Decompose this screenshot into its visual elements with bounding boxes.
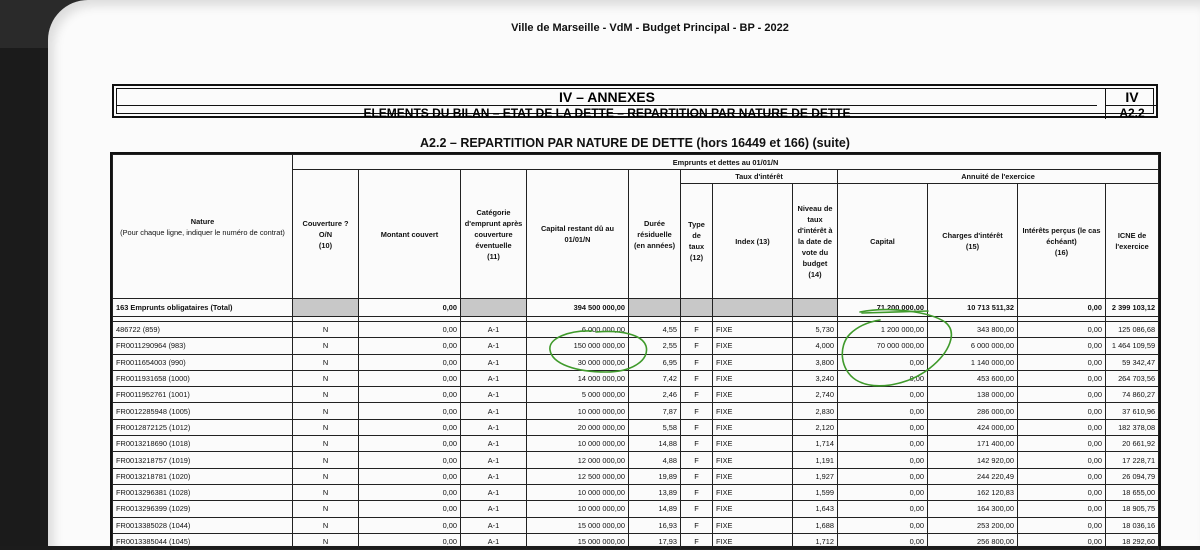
row-montant: 0,00 [359, 419, 461, 435]
row-capital-restant: 12 500 000,00 [527, 468, 629, 484]
section-title: A2.2 – REPARTITION PAR NATURE DE DETTE (hors 16449 et 166) (suite) [420, 136, 850, 150]
row-duree: 14,89 [629, 501, 681, 517]
row-type: F [681, 468, 713, 484]
row-icne: 26 094,79 [1106, 468, 1159, 484]
row-categorie: A-1 [461, 403, 527, 419]
row-categorie: A-1 [461, 354, 527, 370]
row-categorie: A-1 [461, 533, 527, 549]
col-header-duree: Durée résiduelle (en années) [629, 170, 681, 299]
row-icne: 125 086,68 [1106, 322, 1159, 338]
row-categorie: A-1 [461, 436, 527, 452]
row-niveau: 4,000 [793, 338, 838, 354]
row-duree: 19,89 [629, 468, 681, 484]
row-interets: 0,00 [1018, 322, 1106, 338]
row-type: F [681, 370, 713, 386]
page-header: Ville de Marseille - VdM - Budget Principal - BP - 2022 [511, 22, 789, 34]
row-interets: 0,00 [1018, 484, 1106, 500]
row-charges: 253 200,00 [928, 517, 1018, 533]
row-couverture: N [293, 387, 359, 403]
row-nature: FR0011952761 (1001) [113, 387, 293, 403]
row-index: FIXE [713, 501, 793, 517]
row-capital: 0,00 [838, 370, 928, 386]
col-header-capital-restant: Capital restant dû au 01/01/N [527, 170, 629, 299]
group-header-annuite: Annuité de l'exercice [838, 170, 1159, 184]
row-charges: 244 220,49 [928, 468, 1018, 484]
row-categorie: A-1 [461, 501, 527, 517]
col-header-charges: Charges d'intérêt (15) [928, 184, 1018, 299]
row-duree: 17,93 [629, 533, 681, 549]
row-couverture: N [293, 452, 359, 468]
row-charges: 424 000,00 [928, 419, 1018, 435]
row-couverture: N [293, 419, 359, 435]
row-interets: 0,00 [1018, 403, 1106, 419]
row-icne: 59 342,47 [1106, 354, 1159, 370]
row-icne: 1 464 109,59 [1106, 338, 1159, 354]
row-nature: FR0011931658 (1000) [113, 370, 293, 386]
debt-table [112, 154, 1159, 550]
row-icne: 18 905,75 [1106, 501, 1159, 517]
row-capital-restant: 10 000 000,00 [527, 436, 629, 452]
total-couverture [293, 299, 359, 317]
row-niveau: 2,740 [793, 387, 838, 403]
row-montant: 0,00 [359, 452, 461, 468]
table-row [113, 419, 1159, 435]
row-type: F [681, 517, 713, 533]
row-categorie: A-1 [461, 370, 527, 386]
row-charges: 453 600,00 [928, 370, 1018, 386]
row-interets: 0,00 [1018, 419, 1106, 435]
row-duree: 14,88 [629, 436, 681, 452]
row-nature: FR0013218690 (1018) [113, 436, 293, 452]
row-capital: 0,00 [838, 354, 928, 370]
row-nature: FR0013296399 (1029) [113, 501, 293, 517]
row-couverture: N [293, 403, 359, 419]
row-interets: 0,00 [1018, 436, 1106, 452]
row-duree: 2,55 [629, 338, 681, 354]
row-nature: FR0011290964 (983) [113, 338, 293, 354]
row-nature: FR0013385044 (1045) [113, 533, 293, 549]
row-montant: 0,00 [359, 387, 461, 403]
col-header-couverture: Couverture ? O/N (10) [293, 170, 359, 299]
row-capital-restant: 10 000 000,00 [527, 484, 629, 500]
table-row [113, 517, 1159, 533]
row-nature: FR0013385028 (1044) [113, 517, 293, 533]
row-duree: 16,93 [629, 517, 681, 533]
row-duree: 2,46 [629, 387, 681, 403]
row-type: F [681, 322, 713, 338]
row-interets: 0,00 [1018, 338, 1106, 354]
row-niveau: 1,643 [793, 501, 838, 517]
table-row [113, 484, 1159, 500]
row-capital: 0,00 [838, 501, 928, 517]
total-categorie [461, 299, 527, 317]
row-charges: 6 000 000,00 [928, 338, 1018, 354]
table-row [113, 403, 1159, 419]
row-montant: 0,00 [359, 403, 461, 419]
row-capital: 0,00 [838, 419, 928, 435]
row-nature: FR0013218781 (1020) [113, 468, 293, 484]
total-montant: 0,00 [359, 299, 461, 317]
row-charges: 171 400,00 [928, 436, 1018, 452]
table-row [113, 354, 1159, 370]
row-capital: 0,00 [838, 533, 928, 549]
row-icne: 17 228,71 [1106, 452, 1159, 468]
row-type: F [681, 452, 713, 468]
row-interets: 0,00 [1018, 517, 1106, 533]
group-header-emprunts: Emprunts et dettes au 01/01/N [293, 155, 1159, 170]
row-type: F [681, 419, 713, 435]
row-categorie: A-1 [461, 387, 527, 403]
row-couverture: N [293, 517, 359, 533]
total-icne: 2 399 103,12 [1106, 299, 1159, 317]
row-montant: 0,00 [359, 354, 461, 370]
row-niveau: 1,599 [793, 484, 838, 500]
row-niveau: 2,830 [793, 403, 838, 419]
row-couverture: N [293, 501, 359, 517]
row-couverture: N [293, 468, 359, 484]
row-capital-restant: 15 000 000,00 [527, 533, 629, 549]
total-interets: 0,00 [1018, 299, 1106, 317]
total-duree [629, 299, 681, 317]
row-couverture: N [293, 338, 359, 354]
row-montant: 0,00 [359, 338, 461, 354]
row-duree: 5,58 [629, 419, 681, 435]
row-capital-restant: 20 000 000,00 [527, 419, 629, 435]
row-capital: 0,00 [838, 403, 928, 419]
row-interets: 0,00 [1018, 452, 1106, 468]
row-categorie: A-1 [461, 338, 527, 354]
row-duree: 6,95 [629, 354, 681, 370]
row-interets: 0,00 [1018, 354, 1106, 370]
row-capital: 0,00 [838, 517, 928, 533]
row-type: F [681, 403, 713, 419]
row-capital-restant: 5 000 000,00 [527, 387, 629, 403]
row-icne: 18 292,60 [1106, 533, 1159, 549]
row-charges: 286 000,00 [928, 403, 1018, 419]
row-capital-restant: 12 000 000,00 [527, 452, 629, 468]
total-row [113, 299, 1159, 317]
row-couverture: N [293, 322, 359, 338]
row-niveau: 1,712 [793, 533, 838, 549]
col-header-icne: ICNE de l'exercice [1106, 184, 1159, 299]
row-capital-restant: 14 000 000,00 [527, 370, 629, 386]
row-capital-restant: 15 000 000,00 [527, 517, 629, 533]
row-icne: 37 610,96 [1106, 403, 1159, 419]
row-duree: 13,89 [629, 484, 681, 500]
col-header-type: Type de taux (12) [681, 184, 713, 299]
row-niveau: 3,800 [793, 354, 838, 370]
row-charges: 142 920,00 [928, 452, 1018, 468]
col-header-capital: Capital [838, 184, 928, 299]
row-index: FIXE [713, 452, 793, 468]
total-capital: 71 200 000,00 [838, 299, 928, 317]
row-duree: 4,88 [629, 452, 681, 468]
total-index [713, 299, 793, 317]
row-nature: 486722 (859) [113, 322, 293, 338]
total-capital-restant: 394 500 000,00 [527, 299, 629, 317]
row-nature: FR0012285948 (1005) [113, 403, 293, 419]
row-niveau: 1,927 [793, 468, 838, 484]
row-capital: 0,00 [838, 436, 928, 452]
row-capital: 0,00 [838, 484, 928, 500]
row-index: FIXE [713, 387, 793, 403]
row-interets: 0,00 [1018, 501, 1106, 517]
col-header-categorie: Catégorie d'emprunt après couverture éventuelle (11) [461, 170, 527, 299]
row-capital-restant: 150 000 000,00 [527, 338, 629, 354]
row-interets: 0,00 [1018, 533, 1106, 549]
row-charges: 162 120,83 [928, 484, 1018, 500]
row-categorie: A-1 [461, 419, 527, 435]
row-capital: 1 200 000,00 [838, 322, 928, 338]
total-niveau [793, 299, 838, 317]
row-niveau: 5,730 [793, 322, 838, 338]
row-icne: 20 661,92 [1106, 436, 1159, 452]
row-type: F [681, 436, 713, 452]
row-interets: 0,00 [1018, 370, 1106, 386]
row-nature: FR0012872125 (1012) [113, 419, 293, 435]
row-categorie: A-1 [461, 322, 527, 338]
row-montant: 0,00 [359, 501, 461, 517]
row-couverture: N [293, 370, 359, 386]
row-niveau: 1,714 [793, 436, 838, 452]
row-duree: 7,87 [629, 403, 681, 419]
row-montant: 0,00 [359, 436, 461, 452]
row-index: FIXE [713, 338, 793, 354]
row-niveau: 3,240 [793, 370, 838, 386]
row-type: F [681, 501, 713, 517]
row-type: F [681, 338, 713, 354]
table-row [113, 533, 1159, 549]
row-categorie: A-1 [461, 468, 527, 484]
row-categorie: A-1 [461, 484, 527, 500]
row-index: FIXE [713, 517, 793, 533]
row-interets: 0,00 [1018, 468, 1106, 484]
row-index: FIXE [713, 419, 793, 435]
row-capital: 0,00 [838, 387, 928, 403]
row-type: F [681, 484, 713, 500]
row-montant: 0,00 [359, 533, 461, 549]
group-header-taux: Taux d'intérêt [681, 170, 838, 184]
row-icne: 182 378,08 [1106, 419, 1159, 435]
row-type: F [681, 533, 713, 549]
col-header-index: Index (13) [713, 184, 793, 299]
table-row [113, 370, 1159, 386]
row-couverture: N [293, 436, 359, 452]
row-nature: FR0013296381 (1028) [113, 484, 293, 500]
row-icne: 18 036,16 [1106, 517, 1159, 533]
row-couverture: N [293, 484, 359, 500]
annex-subtitle: ELEMENTS DU BILAN – ETAT DE LA DETTE – REPARTITION PAR NATURE DE DETTE [117, 105, 1097, 120]
table-row [113, 322, 1159, 338]
row-index: FIXE [713, 484, 793, 500]
row-index: FIXE [713, 436, 793, 452]
row-couverture: N [293, 533, 359, 549]
row-charges: 138 000,00 [928, 387, 1018, 403]
screen-left-edge [0, 0, 48, 546]
row-capital: 0,00 [838, 452, 928, 468]
table-row [113, 436, 1159, 452]
row-index: FIXE [713, 403, 793, 419]
row-duree: 7,42 [629, 370, 681, 386]
table-row [113, 387, 1159, 403]
table-row [113, 452, 1159, 468]
row-icne: 74 860,27 [1106, 387, 1159, 403]
row-capital: 0,00 [838, 468, 928, 484]
col-header-interets: Intérêts perçus (le cas échéant) (16) [1018, 184, 1106, 299]
col-header-niveau: Niveau de taux d'intérêt à la date de vote du budget (14) [793, 184, 838, 299]
row-charges: 1 140 000,00 [928, 354, 1018, 370]
row-capital-restant: 6 000 000,00 [527, 322, 629, 338]
row-niveau: 1,191 [793, 452, 838, 468]
row-capital-restant: 10 000 000,00 [527, 501, 629, 517]
col-header-nature: Nature (Pour chaque ligne, indiquer le numéro de contrat) [113, 155, 293, 299]
row-charges: 343 800,00 [928, 322, 1018, 338]
row-montant: 0,00 [359, 370, 461, 386]
col-header-montant: Montant couvert [359, 170, 461, 299]
row-index: FIXE [713, 354, 793, 370]
row-type: F [681, 354, 713, 370]
table-row [113, 338, 1159, 354]
row-interets: 0,00 [1018, 387, 1106, 403]
row-icne: 264 703,56 [1106, 370, 1159, 386]
total-charges: 10 713 511,32 [928, 299, 1018, 317]
total-type [681, 299, 713, 317]
row-categorie: A-1 [461, 452, 527, 468]
row-capital-restant: 30 000 000,00 [527, 354, 629, 370]
row-niveau: 1,688 [793, 517, 838, 533]
annex-header-box [112, 84, 1158, 118]
row-index: FIXE [713, 468, 793, 484]
row-index: FIXE [713, 370, 793, 386]
row-nature: FR0011654003 (990) [113, 354, 293, 370]
row-charges: 164 300,00 [928, 501, 1018, 517]
row-couverture: N [293, 354, 359, 370]
total-label: 163 Emprunts obligataires (Total) [113, 299, 293, 317]
row-niveau: 2,120 [793, 419, 838, 435]
row-montant: 0,00 [359, 484, 461, 500]
row-montant: 0,00 [359, 468, 461, 484]
row-capital: 70 000 000,00 [838, 338, 928, 354]
row-nature: FR0013218757 (1019) [113, 452, 293, 468]
annex-title: IV – ANNEXES [559, 89, 655, 105]
row-type: F [681, 387, 713, 403]
row-index: FIXE [713, 322, 793, 338]
annex-code: IV [1125, 89, 1139, 105]
row-categorie: A-1 [461, 517, 527, 533]
table-row [113, 468, 1159, 484]
annex-subcode: A2.2 [1106, 105, 1158, 120]
row-charges: 256 800,00 [928, 533, 1018, 549]
row-index: FIXE [713, 533, 793, 549]
row-montant: 0,00 [359, 517, 461, 533]
table-row [113, 501, 1159, 517]
row-montant: 0,00 [359, 322, 461, 338]
row-capital-restant: 10 000 000,00 [527, 403, 629, 419]
row-icne: 18 655,00 [1106, 484, 1159, 500]
row-duree: 4,55 [629, 322, 681, 338]
